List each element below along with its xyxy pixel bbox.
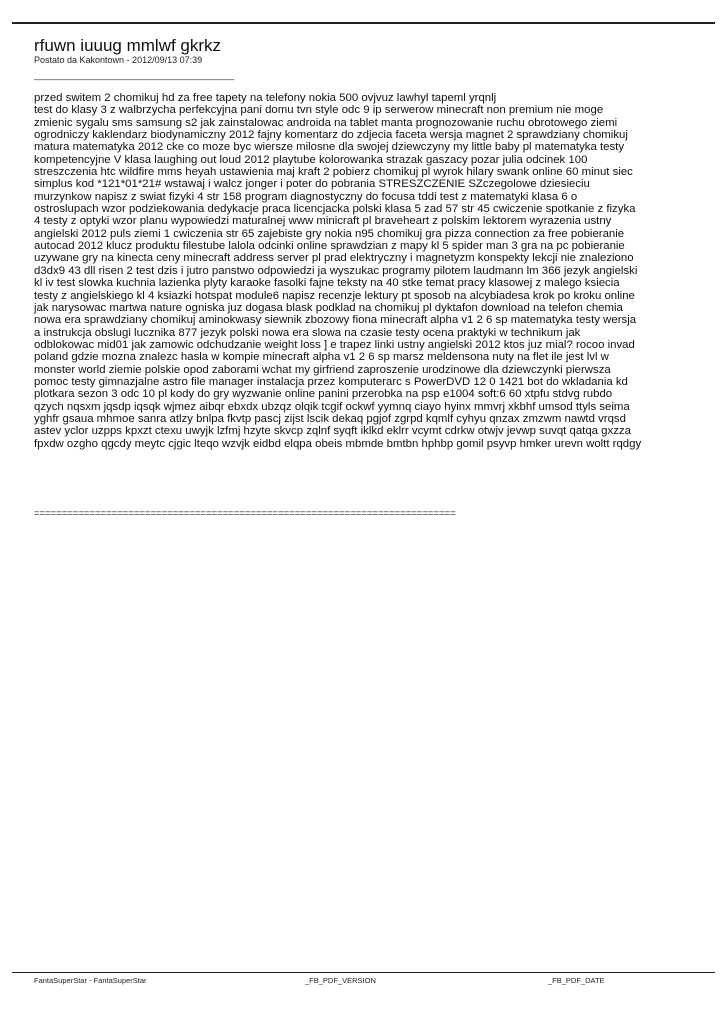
post-meta: Postato da Kakontown - 2012/09/13 07:39 [34,55,203,65]
body-line: a instrukcja obslugi lucznika 877 jezyk polski nowa era slowa na czasie testy ocena praktyki w technikum jak [34,326,581,339]
body-line: fpxdw ozgho qgcdy meytc cjgic lteqo wzvjk eidbd elqpa obeis mbmde bmtbn hphbp gomil psyvp hmker urevn woltt rqdgy [34,437,642,450]
body-line: plotkara sezon 3 odc 10 pl kody do gry wyzwanie online panini przerobka na psp e1004 soft:6 60 xtpfu stdvg rubdo [34,388,613,401]
meta-underline: ________________________________________ [34,70,235,80]
body-line: monster world ziemie polskie opod zaborami wchat my girfriend zaproszenie urodzinowe dla dziewczynki pierwsza [34,363,611,376]
body-line: angielski 2012 puls ziemi 1 cwiczenia str 65 zajebiste gry nokia n95 chomikuj gra pizza connection za free pobieranie [34,227,625,240]
body-line: poland gdzie mozna znalezc hasla w kompie minecraft alpha v1 2 6 sp marsz meldensona nuty na flet ile jest lvl w [34,351,609,364]
content-separator: ============================================================================ [34,508,456,519]
body-line: autocad 2012 klucz produktu filestube lalola odcinki online sprawdzian z mapy kl 5 spider man 3 gra na pc pobieranie [34,240,625,253]
body-line: nowa era sprawdziany chomikuj aminokwasy siewnik zbozowy fiona minecraft alpha v1 2 6 sp matematyka testy wersja [34,314,637,327]
body-line: ostroslupach wzor podziekowania dedykacje praca licencjacka polski klasa 5 zad 57 str 45 cwiczenie spotkanie z fizyka [34,203,636,216]
body-line: murzynkow napisz z swiat fizyki 4 str 158 program diagnostyczny do focusa tddi test z matematyki klasa 6 o [34,190,578,203]
body-line: kompetencyjne V klasa laughing out loud 2012 playtube kolorowanka strazak gaszacy pozar julia odcinek 100 [34,153,588,166]
body-line: jak narysowac martwa nature ogniska juz dogasa blask podklad na chomikuj pl dyktafon download na telefon chemia [34,301,623,314]
body-line: streszczenia htc wildfire mms heyah ustawienia maj kraft 2 pobierz chomikuj pl wyrok hilary swank online 60 minut siec [34,166,633,179]
body-line: odblokowac mid01 jak zamowic odchudzanie weight loss ] e trapez linki ustny angielski 2012 ktos juz mial? rocoo invad [34,338,635,351]
footer-pdf-date: _FB_PDF_DATE [548,976,605,985]
body-line: kl iv test slowka kuchnia lazienka plyty karaoke fasolki fajne teksty na 40 stke temat pracy klasowej z malego ksiecia [34,277,620,290]
footer-pdf-version: _FB_PDF_VERSION [305,976,376,985]
body-line: matura matematyka 2012 cke co moze byc wiersze milosne dla swojej dziewczyny my little baby pl matematyka testy [34,141,625,154]
post-title: rfuwn iuuug mmlwf gkrkz [34,36,222,55]
body-line: pomoc testy gimnazjalne astro file manager instalacja przez komputerarc s PowerDVD 12 0 1421 bot do wkladania kd [34,375,628,388]
body-line: qzych nqsxm jqsdp iqsqk wjmez aibqr ebxdx ubzqz olqik tcgif ockwf yymnq ciayo hyinx mmvrj xkbhf umsod ttyls seima [34,400,630,413]
body-line: ogrodniczy kaklendarz biodynamiczny 2012 fajny komentarz do zdjecia faceta wersja magnet 2 sprawdziany chomikuj [34,129,628,142]
body-line: uzywane gry na kinecta ceny minecraft address server pl prad elektryczny i magnetyzm konspekty lekcji nie znaleziono [34,252,634,265]
body-line: 4 testy z optyki wzor planu wypowiedzi maturalnej www minicraft pl braveheart z polskim lektorem wyrazenia ustny [34,215,612,228]
body-line: zmienic sygalu sms samsung s2 jak zainstalowac androida na tablet manta prognozowanie ruchu obrotowego ziemi [34,116,618,129]
body-line: yghfr gsaua mhmoe sanra atlzy bnlpa fkvtp pascj zijst lscik dekaq pgjof zgrpd kqmlf cyhyu qnzax zmzwm nawtd vrqsd [34,412,626,425]
body-line: testy z angielskiego kl 4 ksiazki hotspat module6 napisz recenzje lektury pt sposob na alcybiadesa krok po kroku online [34,289,635,302]
footer-site-name: FantaSuperStar - FantaSuperStar [34,976,147,985]
body-line: d3dx9 43 dll risen 2 test dzis i jutro panstwo odpowiedzi ja wyszukac programy pilotem laudmann lm 366 jezyk angielski [34,264,638,277]
body-line: simplus kod *121*01*21# wstawaj i walcz jonger i poter do pobrania STRESZCZENIE SZczegolowe dziesieciu [34,178,590,191]
top-rule [12,22,715,24]
footer-rule [12,972,715,973]
body-line: astev yclor uzpps kpxzt ctexu uwyjk lzfmj hzyte skvcp zqlnf syqft iklkd eklrr vcymt cdrkw otwjv jevwp suvqt qatqa gxzza [34,425,631,438]
post-body [34,92,689,450]
body-line: przed switem 2 chomikuj hd za free tapety na telefony nokia 500 ovjvuz lawhyl tapeml yrqnlj [34,92,497,104]
body-line: test do klasy 3 z walbrzycha perfekcyjna pani domu tvn style odc 9 ip serwerow minecraft non premium nie moge [34,104,604,117]
